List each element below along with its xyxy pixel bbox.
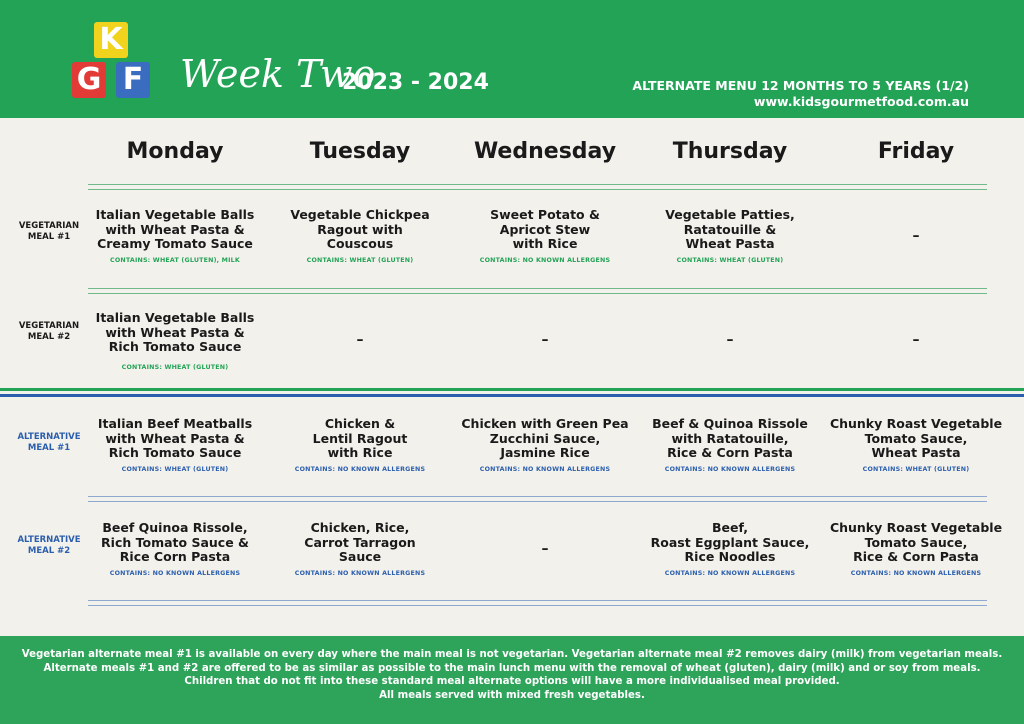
menu-cell [452,208,638,264]
dish-line: Sauce [338,549,382,564]
menu-subtitle [632,78,969,110]
row-label-line: MEAL #1 [27,232,71,242]
dish-line: Italian Vegetable Balls [95,310,255,325]
dish-name [82,311,268,355]
dish-line: Zucchini Sauce, [489,430,601,446]
dish-name [82,417,268,461]
row-label-line: ALTERNATIVE [17,432,81,442]
allergen-note: CONTAINS: NO KNOWN ALLERGENS [479,256,611,264]
rule-line [88,288,987,294]
dish-line: Creamy Tomato Sauce [97,236,253,251]
row-label-line: VEGETARIAN [18,221,80,231]
menu-cell [267,521,453,577]
dish-line: Rich Tomato Sauce & [101,534,249,550]
menu-cell [452,417,638,473]
day-thursday: Thursday [672,139,788,164]
day-friday: Friday [877,139,955,164]
menu-cell [82,521,268,577]
dish-line: Rice & Corn Pasta [667,445,793,460]
allergen-note: CONTAINS: NO KNOWN ALLERGENS [294,465,426,473]
logo-block-g: G [72,62,106,98]
logo-block-f: F [116,62,150,98]
dish-line: Lentil Ragout [312,430,408,446]
empty-cell-dash: – [541,541,549,557]
dish-name [637,417,823,461]
menu-cell [823,521,1009,577]
allergen-note: CONTAINS: NO KNOWN ALLERGENS [664,465,796,473]
allergen-note: CONTAINS: NO KNOWN ALLERGENS [850,569,982,577]
dish-line: Beef & Quinoa Rissole [652,416,808,431]
dish-line: with Wheat Pasta & [105,324,245,340]
empty-cell-dash: – [356,332,364,348]
dish-line: Chicken & [324,416,396,431]
allergen-note: CONTAINS: WHEAT (GLUTEN) [121,465,229,473]
row-label-vegetarian-2 [10,321,88,343]
website-link[interactable]: www.kidsgourmetfood.com.au [753,94,969,109]
dish-line: Italian Beef Meatballs [97,416,253,431]
row-label-line: MEAL #2 [27,332,71,342]
section-divider-blue [0,394,1024,397]
dish-name [452,208,638,252]
allergen-note: CONTAINS: WHEAT (GLUTEN) [862,465,970,473]
menu-cell [823,417,1009,473]
footer-line: Vegetarian alternate meal #1 is available on every day where the main meal is not vegetarian. Vegetarian alternate meal #2 removes dairy (milk) from vegetarian meals. [21,649,1003,660]
dish-line: with Rice [512,236,578,251]
row-label-vegetarian-1 [10,221,88,243]
allergen-note: CONTAINS: NO KNOWN ALLERGENS [479,465,611,473]
row-label-line: ALTERNATIVE [17,535,81,545]
dish-line: Rich Tomato Sauce [108,445,242,460]
row-label-line: MEAL #1 [27,443,71,453]
menu-cell [637,417,823,473]
allergen-note: CONTAINS: WHEAT (GLUTEN) [306,256,414,264]
dish-line: Vegetable Patties, [665,207,795,222]
week-title: Week Two [180,52,376,96]
empty-cell-dash: – [912,228,920,244]
row-label-line: MEAL #2 [27,546,71,556]
empty-cell-dash: – [912,332,920,348]
dish-line: Apricot Stew [499,221,591,237]
row-label-alternative-1 [10,432,88,454]
row-label-alternative-2 [10,535,88,557]
dish-name [452,417,638,461]
dish-line: Chicken, Rice, [310,520,410,535]
dish-name [637,208,823,252]
dish-line: with Rice [327,445,393,460]
footer-line: Alternate meals #1 and #2 are offered to be as similar as possible to the main lunch menu with the removal of wheat (gluten), dairy (milk) and or soy from meals. [43,662,981,674]
logo-block-k: K [94,22,128,58]
dish-line: Rice Corn Pasta [119,549,231,564]
menu-cell [82,417,268,473]
menu-cell [267,417,453,473]
empty-cell-dash: – [726,332,734,348]
dish-line: with Wheat Pasta & [105,430,245,446]
allergen-note: CONTAINS: WHEAT (GLUTEN), MILK [110,256,240,264]
rule-line [88,496,987,502]
empty-cell-dash: – [541,332,549,348]
dish-line: Chicken with Green Pea [461,416,629,431]
dish-name [267,417,453,461]
day-wednesday: Wednesday [473,139,617,164]
rule-line [88,184,987,190]
footer-notes [0,636,1024,724]
dish-line: Sweet Potato & [490,207,600,222]
dish-line: Wheat Pasta [685,236,775,251]
dish-line: Ragout with [317,221,403,237]
row-label-line: VEGETARIAN [18,321,80,331]
menu-cell [267,208,453,264]
dish-line: Rice Noodles [684,549,776,564]
dish-line: Jasmine Rice [500,445,590,460]
dish-name [267,208,453,252]
header-bar [0,0,1024,118]
menu-cell [82,311,268,371]
dish-line: Couscous [326,236,394,251]
dish-line: Rice & Corn Pasta [853,549,979,564]
dish-line: Chunky Roast Vegetable [829,520,1003,535]
footer-line: All meals served with mixed fresh vegetables. [379,689,645,701]
dish-name [637,521,823,565]
kgf-logo [72,22,156,106]
allergen-note: CONTAINS: WHEAT (GLUTEN) [676,256,784,264]
dish-line: Vegetable Chickpea [290,207,430,222]
dish-line: Beef Quinoa Rissole, [102,520,248,535]
footer-line: Children that do not fit into these standard meal alternate options will have a more individualised meal provided. [184,676,840,687]
dish-line: Rich Tomato Sauce [108,339,242,354]
dish-line: with Wheat Pasta & [105,221,245,237]
dish-name [267,521,453,565]
dish-line: Wheat Pasta [871,445,961,460]
allergen-note: CONTAINS: WHEAT (GLUTEN) [121,363,229,371]
allergen-note: CONTAINS: NO KNOWN ALLERGENS [109,569,241,577]
dish-line: Tomato Sauce, [864,534,968,550]
menu-cell [637,208,823,264]
section-divider-green [0,388,1024,391]
day-tuesday: Tuesday [309,139,411,164]
dish-name [82,208,268,252]
year-range: 2023 - 2024 [342,70,489,95]
dish-line: Roast Eggplant Sauce, [650,534,810,550]
dish-line: Chunky Roast Vegetable [829,416,1003,431]
menu-type: ALTERNATE MENU 12 MONTHS TO 5 YEARS (1/2) [632,78,969,93]
dish-name [823,521,1009,565]
dish-line: Beef, [712,520,748,535]
dish-line: Ratatouille & [683,221,777,237]
menu-cell [82,208,268,264]
dish-line: Tomato Sauce, [864,430,968,446]
menu-cell [637,521,823,577]
dish-name [823,417,1009,461]
day-monday: Monday [126,139,224,164]
dish-line: Carrot Tarragon [304,534,416,550]
dish-line: with Ratatouille, [671,430,789,446]
allergen-note: CONTAINS: NO KNOWN ALLERGENS [294,569,426,577]
dish-name [82,521,268,565]
dish-line: Italian Vegetable Balls [95,207,255,222]
allergen-note: CONTAINS: NO KNOWN ALLERGENS [664,569,796,577]
rule-line [88,600,987,606]
footer-text [0,636,1024,702]
